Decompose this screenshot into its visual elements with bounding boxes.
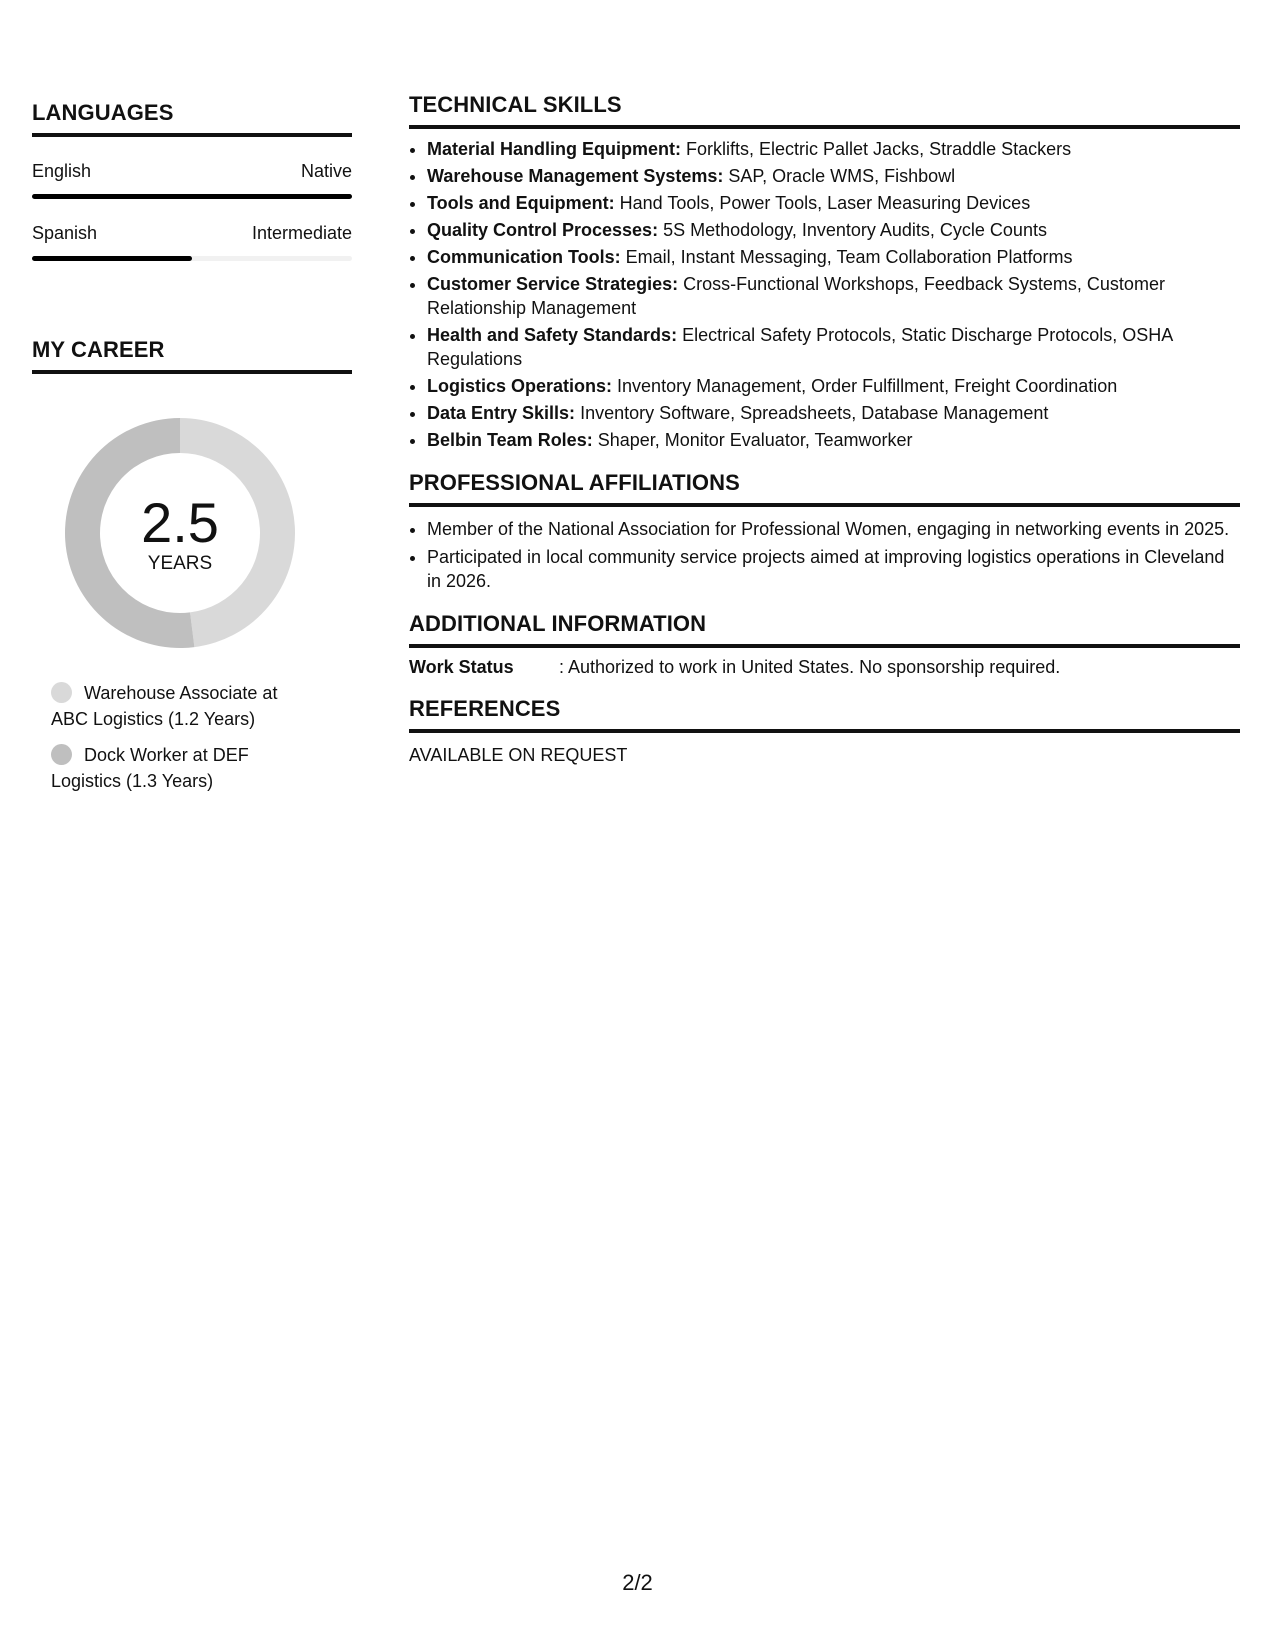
additional-info-section <box>409 611 1240 678</box>
work-status-value: : Authorized to work in United States. No sponsorship required. <box>559 657 1061 677</box>
skill-item <box>427 272 1240 320</box>
skill-category: Communication Tools: <box>427 247 621 267</box>
career-legend <box>51 680 301 794</box>
skill-category: Warehouse Management Systems: <box>427 166 724 186</box>
language-proficiency-fill <box>32 194 352 199</box>
career-total-years: 2.5 <box>141 491 219 554</box>
references-heading: REFERENCES <box>409 696 1240 733</box>
career-total-unit: YEARS <box>147 553 213 574</box>
skill-values: Email, Instant Messaging, Team Collaboration Platforms <box>620 247 1073 267</box>
language-level: Intermediate <box>251 223 352 243</box>
right-column <box>409 92 1240 766</box>
languages-heading: LANGUAGES <box>32 100 352 137</box>
page-number: 2/2 <box>622 1570 653 1595</box>
skill-values: Hand Tools, Power Tools, Laser Measuring Devices <box>614 193 1031 213</box>
language-proficiency-bar <box>32 194 352 199</box>
skill-values: SAP, Oracle WMS, Fishbowl <box>723 166 956 186</box>
skill-values: Cross-Functional Workshops, Feedback Systems, Customer Relationship Management <box>427 274 1165 318</box>
skill-values: Inventory Software, Spreadsheets, Database Management <box>575 403 1049 423</box>
language-proficiency-fill <box>32 256 192 261</box>
skill-category: Quality Control Processes: <box>427 220 659 240</box>
skill-category: Health and Safety Standards: <box>427 325 678 345</box>
affiliations-section <box>409 470 1240 593</box>
skill-category: Tools and Equipment: <box>427 193 615 213</box>
technical-skills-list <box>409 137 1240 452</box>
language-name: English <box>32 161 92 181</box>
career-legend-label: Warehouse Associate at ABC Logistics (1.2 Years) <box>51 683 278 729</box>
affiliation-item: • Participated in local community service projects aimed at improving logistics operations in Cleveland in 2026. <box>427 545 1240 593</box>
legend-dot-icon <box>51 682 72 703</box>
references-text: AVAILABLE ON REQUEST <box>409 745 628 765</box>
skill-values: Inventory Management, Order Fulfillment, Freight Coordination <box>612 376 1118 396</box>
skill-values: 5S Methodology, Inventory Audits, Cycle Counts <box>658 220 1047 240</box>
language-entry <box>32 223 352 261</box>
affiliations-heading: PROFESSIONAL AFFILIATIONS <box>409 470 1240 507</box>
additional-info-heading: ADDITIONAL INFORMATION <box>409 611 1240 648</box>
skill-category: Data Entry Skills: <box>427 403 576 423</box>
skill-item <box>427 401 1240 425</box>
skill-item <box>427 137 1240 161</box>
left-column <box>32 100 352 804</box>
skill-values: Shaper, Monitor Evaluator, Teamworker <box>592 430 913 450</box>
skill-values: Electrical Safety Protocols, Static Discharge Protocols, OSHA Regulations <box>427 325 1173 369</box>
affiliations-list <box>409 517 1240 593</box>
skill-item <box>427 164 1240 188</box>
skill-category: Material Handling Equipment: <box>427 139 682 159</box>
references-section <box>409 696 1240 766</box>
skill-category: Customer Service Strategies: <box>427 274 679 294</box>
work-status-row <box>409 657 1240 678</box>
career-legend-label: Dock Worker at DEF Logistics (1.3 Years) <box>51 745 249 791</box>
career-legend-item <box>51 680 301 732</box>
technical-skills-heading: TECHNICAL SKILLS <box>409 92 1240 129</box>
skill-category: Belbin Team Roles: <box>427 430 593 450</box>
career-heading: MY CAREER <box>32 337 352 374</box>
language-name: Spanish <box>32 223 98 243</box>
skill-item <box>427 191 1240 215</box>
language-level: Native <box>300 161 352 181</box>
skill-item <box>427 428 1240 452</box>
work-status-label: Work Status <box>409 657 514 677</box>
legend-dot-icon <box>51 744 72 765</box>
career-legend-item <box>51 742 301 794</box>
language-proficiency-bar <box>32 256 352 261</box>
career-donut-chart <box>65 418 295 648</box>
skill-item <box>427 218 1240 242</box>
skill-item <box>427 323 1240 371</box>
affiliation-item: • Member of the National Association for Professional Women, engaging in networking events in 2025. <box>427 517 1240 541</box>
skill-category: Logistics Operations: <box>427 376 613 396</box>
skill-item <box>427 374 1240 398</box>
skill-values: Forklifts, Electric Pallet Jacks, Straddle Stackers <box>681 139 1072 159</box>
donut-center <box>65 418 295 648</box>
language-entry <box>32 161 352 199</box>
skill-item <box>427 245 1240 269</box>
